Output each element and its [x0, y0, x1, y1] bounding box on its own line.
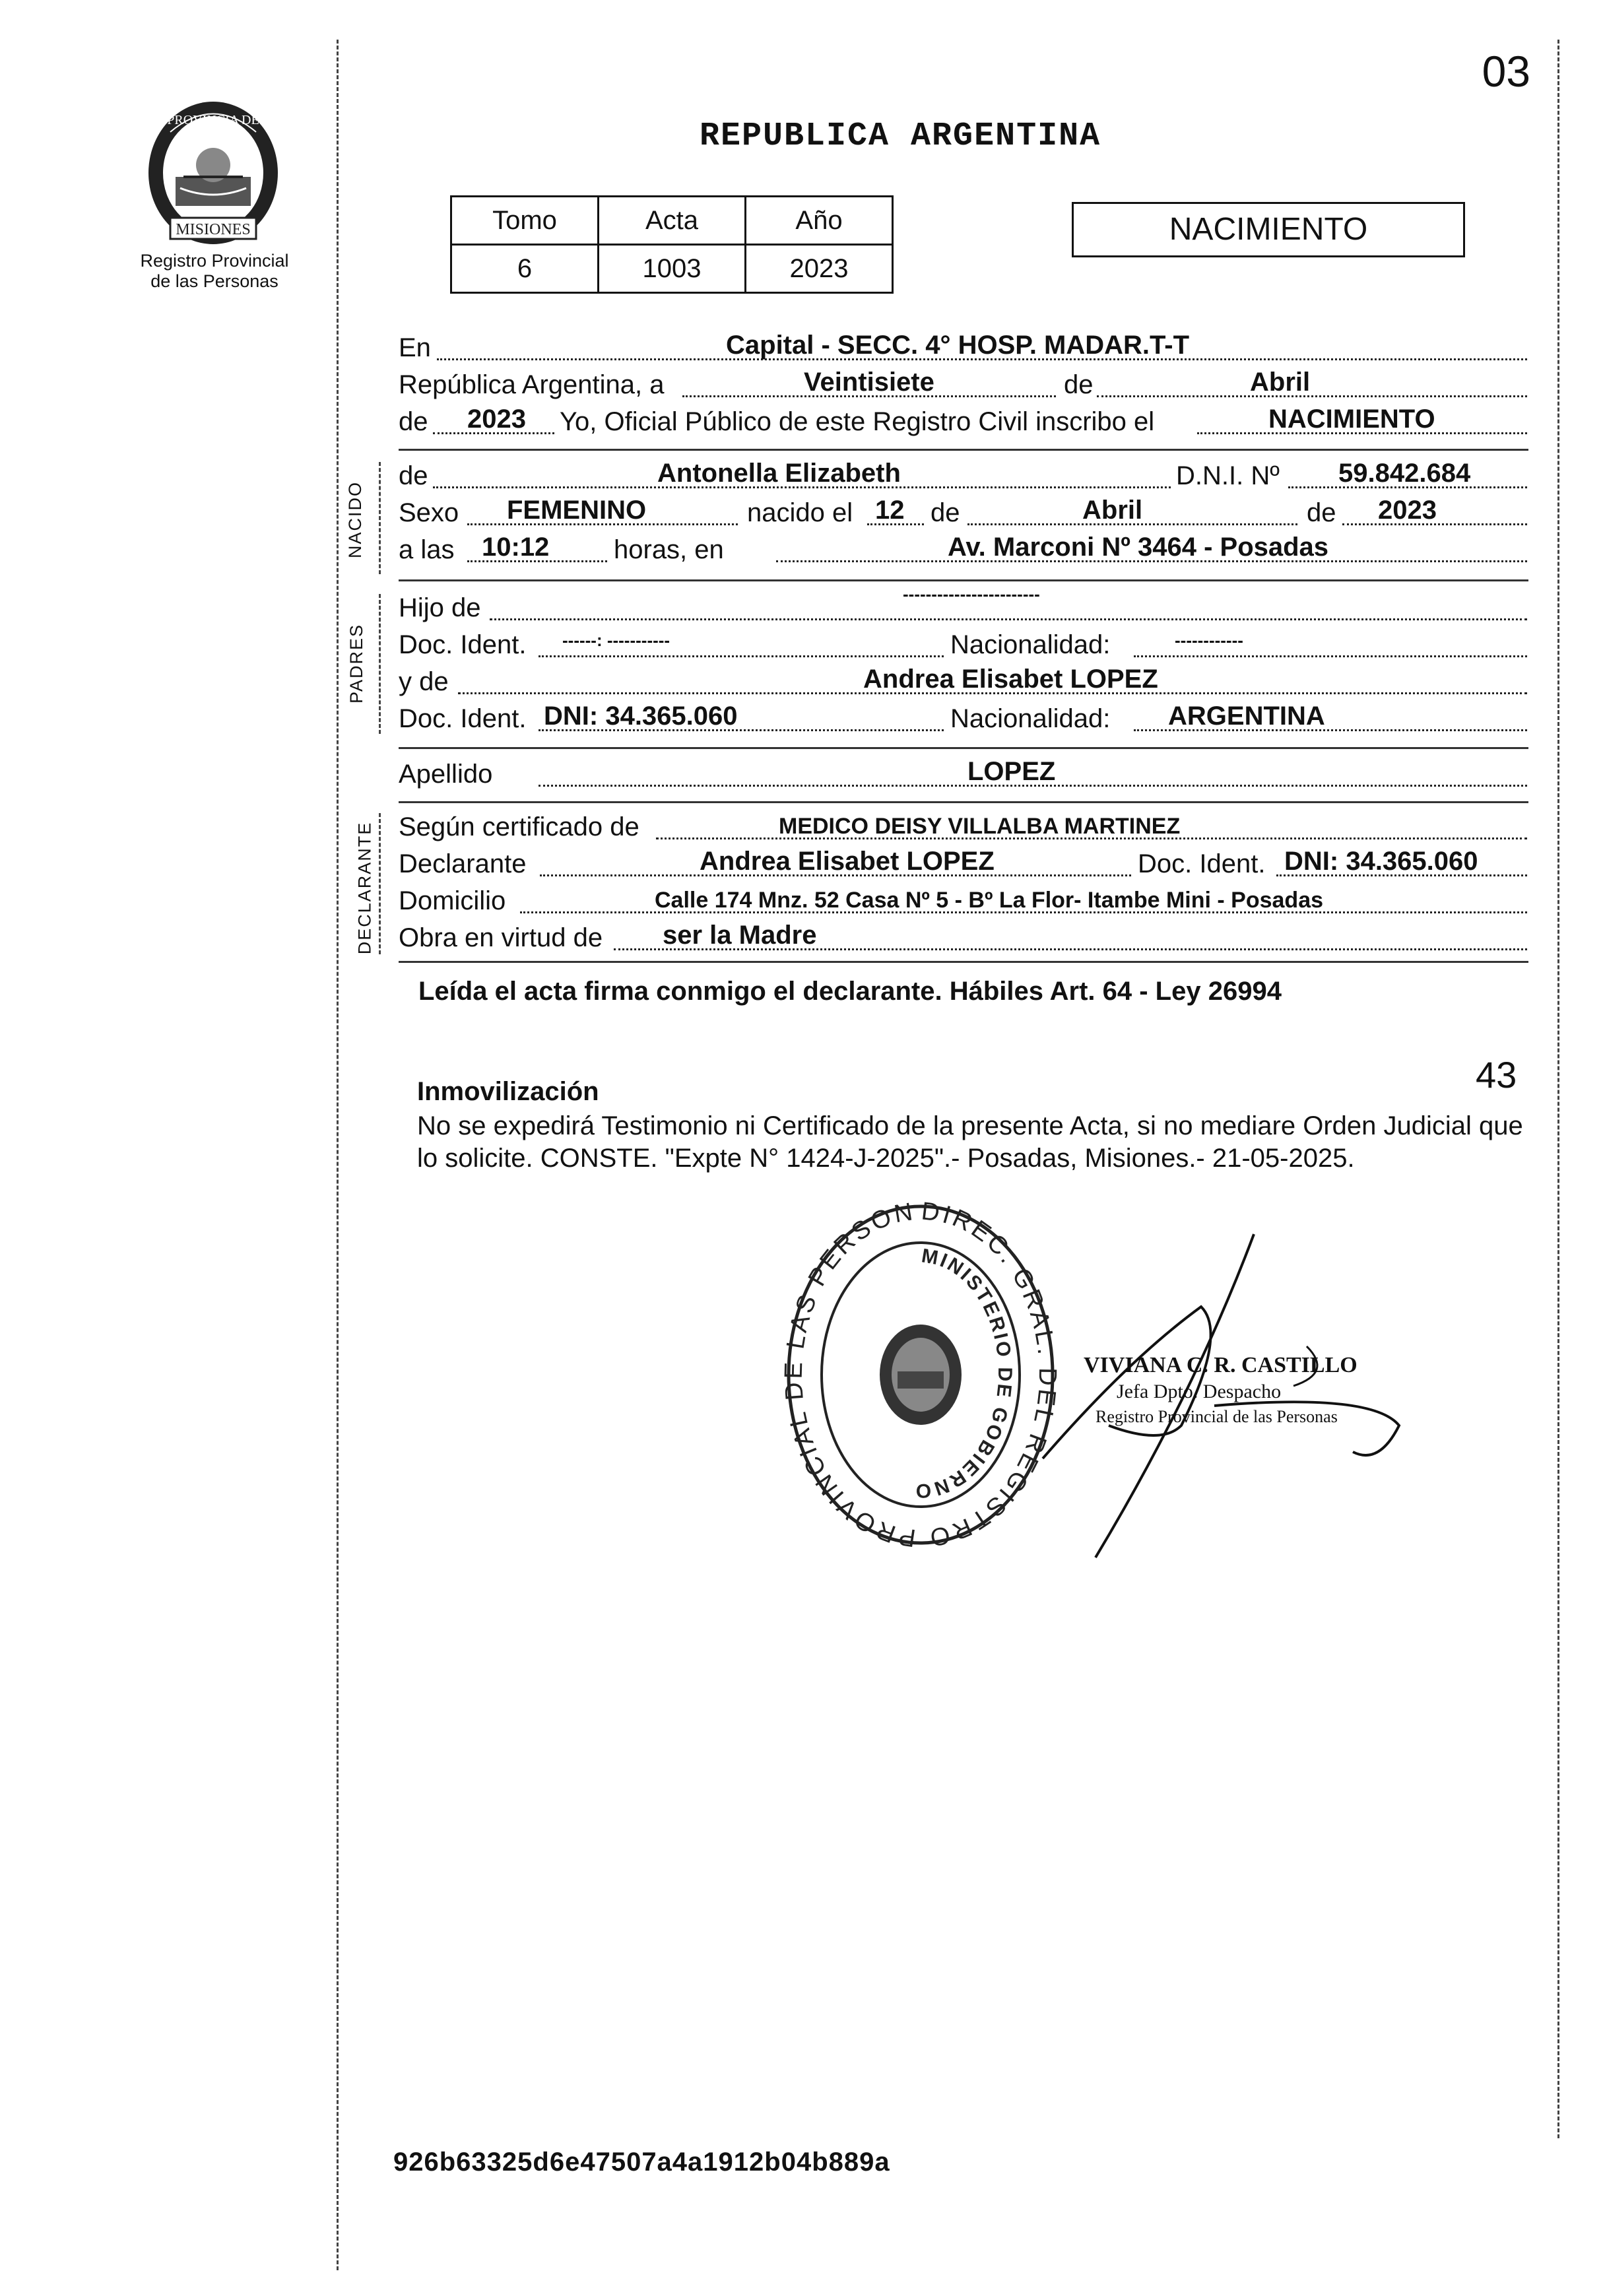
- inmovilizacion-title: Inmovilización: [417, 1077, 599, 1106]
- value-birth-year: 2023: [1378, 496, 1437, 525]
- label-horas-en: horas, en: [614, 535, 724, 564]
- signatory-name: VIVIANA C. R. CASTILLO: [1084, 1353, 1358, 1377]
- row-doc-padre: [399, 627, 1527, 664]
- label-de: de: [1307, 498, 1336, 527]
- section-separator: [399, 961, 1528, 963]
- row-sexo: [399, 495, 1527, 532]
- value-place: Capital - SECC. 4° HOSP. MADAR.T-T: [726, 331, 1190, 360]
- value-child-name: Antonella Elizabeth: [657, 459, 901, 488]
- label-hijo-de: Hijo de: [399, 593, 481, 622]
- label-nacido-el: nacido el: [747, 498, 853, 527]
- value-declarant-doc: DNI: 34.365.060: [1284, 847, 1478, 876]
- value-address: Calle 174 Mnz. 52 Casa Nº 5 - Bº La Flor- Itambe Mini - Posadas: [655, 888, 1324, 913]
- value-tomo: 6: [451, 245, 599, 293]
- row-anio: [399, 404, 1527, 441]
- inmovilizacion-text: No se expedirá Testimonio ni Certificado de la presente Acta, si no mediare Orden Judicial que lo solicite. CONSTE. "Expte N° 1424-J-2025".- Posadas, Misiones.- 21-05-2025.: [417, 1111, 1523, 1173]
- value-day: Veintisiete: [804, 368, 934, 397]
- label-doc-ident: Doc. Ident.: [399, 630, 527, 659]
- label-de: de: [1064, 370, 1094, 399]
- left-margin-line: [337, 40, 339, 2270]
- label-sexo: Sexo: [399, 498, 459, 527]
- value-child-dni: 59.842.684: [1338, 459, 1471, 488]
- row-domicilio: [399, 883, 1527, 920]
- label-inscribo: Yo, Oficial Público de este Registro Civil inscribo el: [560, 407, 1155, 436]
- row-doc-madre: [399, 701, 1527, 738]
- value-father-doc: ------: -----------: [562, 630, 671, 650]
- label-de: de: [399, 407, 428, 436]
- dotted-leader: [1134, 655, 1527, 657]
- label-de: de: [399, 461, 428, 490]
- registry-logo: [144, 99, 282, 247]
- section-separator: [399, 579, 1528, 581]
- registry-caption: [125, 251, 304, 292]
- value-anio: 2023: [746, 245, 893, 293]
- label-doc-ident: Doc. Ident.: [399, 704, 527, 733]
- label-republica: República Argentina, a: [399, 370, 665, 399]
- value-birth-time: 10:12: [482, 533, 550, 562]
- label-obra-en-virtud: Obra en virtud de: [399, 923, 603, 952]
- value-mother-nationality: ARGENTINA: [1168, 702, 1325, 731]
- official-stamp: [779, 1200, 1063, 1550]
- record-table-header-row: [451, 197, 893, 245]
- country-title: REPUBLICA ARGENTINA: [700, 117, 1101, 155]
- right-margin-line: [1557, 40, 1559, 2138]
- row-declarante: [399, 846, 1527, 883]
- label-dni: D.N.I. Nº: [1176, 461, 1280, 490]
- section-separator: [399, 747, 1528, 749]
- row-en: [399, 330, 1527, 367]
- row-madre: [399, 664, 1527, 701]
- value-father-nationality: ------------: [1175, 630, 1243, 650]
- section-bracket: [379, 594, 381, 734]
- value-father-name: ------------------------: [903, 584, 1040, 604]
- row-nombre: [399, 458, 1527, 495]
- oval-stamp-icon: [779, 1200, 1063, 1550]
- dotted-leader: [490, 618, 1527, 620]
- value-acta: 1003: [599, 245, 746, 293]
- value-sex: FEMENINO: [507, 496, 647, 525]
- svg-text:MINISTERIO DE GOBIERNO: MINISTERIO DE GOBIERNO: [913, 1245, 1016, 1502]
- label-y-de: y de: [399, 667, 449, 696]
- value-birth-day: 12: [875, 496, 905, 525]
- record-table-value-row: [451, 245, 893, 293]
- document-hash: 926b63325d6e47507a4a1912b04b889a: [393, 2148, 890, 2177]
- signature-block: [1030, 1228, 1412, 1571]
- section-separator: [399, 449, 1528, 451]
- section-separator: [399, 801, 1528, 803]
- legal-text: Leída el acta firma conmigo el declarante. Hábiles Art. 64 - Ley 26994: [418, 977, 1282, 1006]
- signatory-role: Jefa Dpto. Despacho: [1117, 1381, 1282, 1402]
- value-certifying-doctor: MEDICO DEISY VILLALBA MARTINEZ: [779, 814, 1181, 839]
- label-segun-certificado: Según certificado de: [399, 812, 639, 841]
- value-year: 2023: [467, 405, 526, 434]
- annotation-number: 43: [1476, 1054, 1517, 1096]
- dotted-leader: [539, 655, 944, 657]
- label-declarante: Declarante: [399, 849, 527, 878]
- dotted-leader: [1097, 395, 1527, 397]
- row-republica: [399, 367, 1527, 404]
- value-mother-name: Andrea Elisabet LOPEZ: [863, 665, 1158, 694]
- row-obra: [399, 920, 1527, 957]
- side-label-nacido: NACIDO: [345, 480, 366, 559]
- svg-text:PROVINCIA DE: PROVINCIA DE: [167, 113, 259, 127]
- record-type-box: NACIMIENTO: [1072, 202, 1465, 257]
- record-table: [450, 195, 894, 294]
- label-domicilio: Domicilio: [399, 886, 506, 915]
- label-doc-ident: Doc. Ident.: [1138, 849, 1266, 878]
- signatory-office: Registro Provincial de las Personas: [1096, 1407, 1338, 1426]
- value-relationship: ser la Madre: [663, 921, 817, 950]
- side-label-declarante: DECLARANTE: [354, 821, 375, 955]
- page-number: 03: [1482, 47, 1530, 96]
- row-hora: [399, 532, 1527, 569]
- header-anio: Año: [746, 197, 893, 245]
- section-bracket: [379, 813, 381, 954]
- svg-text:MISIONES: MISIONES: [176, 221, 251, 238]
- side-label-padres: PADRES: [346, 623, 367, 704]
- header-tomo: Tomo: [451, 197, 599, 245]
- header-acta: Acta: [599, 197, 746, 245]
- province-seal-icon: [144, 99, 282, 247]
- value-surname: LOPEZ: [967, 757, 1056, 786]
- label-de: de: [931, 498, 960, 527]
- value-birth-place: Av. Marconi Nº 3464 - Posadas: [948, 533, 1329, 562]
- row-certificado: [399, 809, 1527, 846]
- row-apellido: [399, 756, 1527, 793]
- label-nacionalidad: Nacionalidad:: [950, 630, 1111, 659]
- value-act-type: NACIMIENTO: [1268, 405, 1435, 434]
- registry-caption-line1: Registro Provincial: [140, 251, 289, 271]
- row-hijo-de: [399, 584, 1527, 627]
- value-mother-doc: DNI: 34.365.060: [544, 702, 738, 731]
- value-month: Abril: [1250, 368, 1311, 397]
- label-en: En: [399, 333, 431, 362]
- registry-caption-line2: de las Personas: [150, 271, 278, 291]
- label-apellido: Apellido: [399, 760, 493, 789]
- label-a-las: a las: [399, 535, 455, 564]
- label-nacionalidad: Nacionalidad:: [950, 704, 1111, 733]
- value-birth-month: Abril: [1082, 496, 1143, 525]
- value-declarant-name: Andrea Elisabet LOPEZ: [700, 847, 995, 876]
- section-bracket: [379, 462, 381, 574]
- svg-text:DIREC. GRAL. DEL REGISTRO PROV: DIREC. GRAL. DEL REGISTRO PROVINCIAL DE LAS PERSON: [779, 1200, 1062, 1550]
